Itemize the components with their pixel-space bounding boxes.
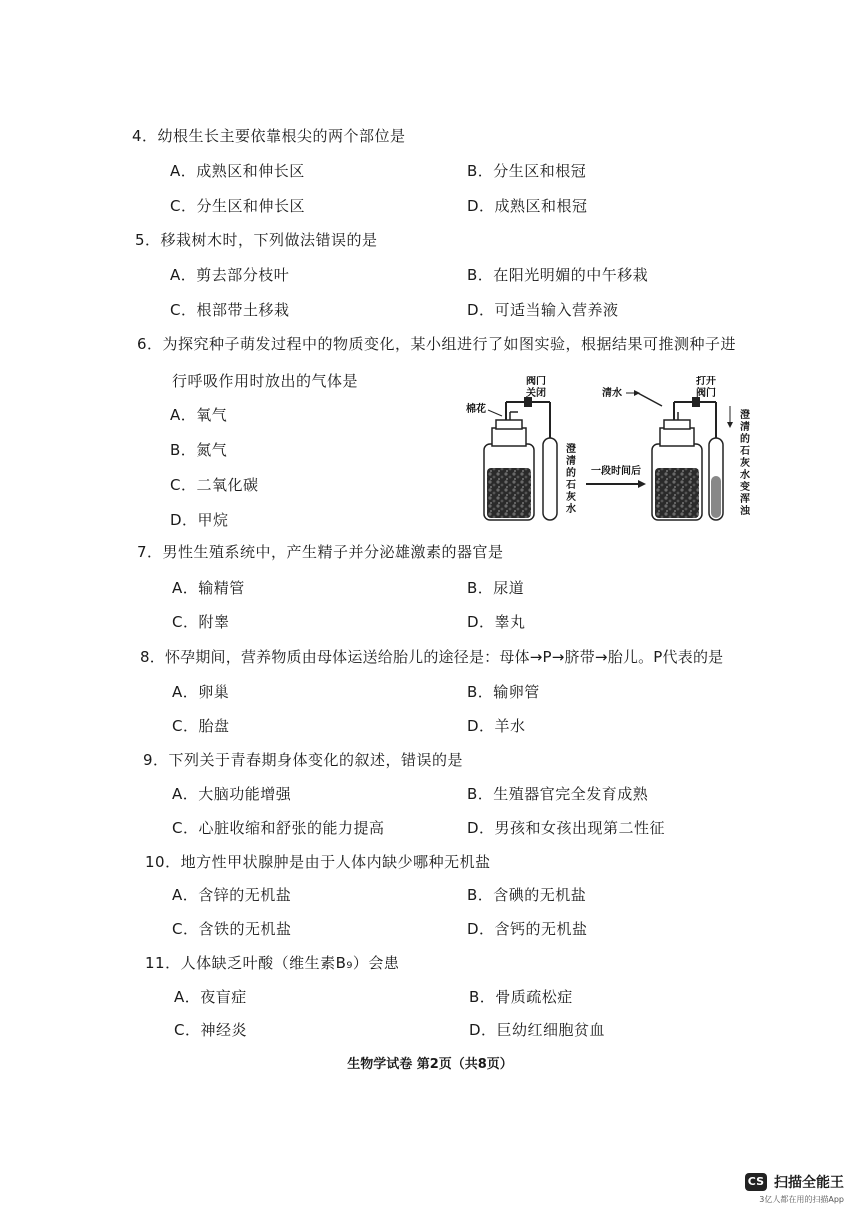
label-valve-open-1: 打开 bbox=[696, 376, 716, 387]
question-7-option-c: C．附睾 bbox=[172, 613, 230, 631]
svg-text:澄: 澄 bbox=[566, 444, 576, 455]
question-9-option-c: C．心脏收缩和舒张的能力提高 bbox=[172, 819, 385, 837]
left-setup bbox=[466, 376, 576, 520]
question-10-option-b: B．含碘的无机盐 bbox=[467, 886, 587, 904]
question-5-option-a: A．剪去部分枝叶 bbox=[170, 266, 290, 284]
question-6-option-d: D．甲烷 bbox=[170, 511, 229, 529]
watermark-tagline: 3亿人都在用的扫描App bbox=[759, 1195, 844, 1204]
question-5-option-c: C．根部带土移栽 bbox=[170, 301, 290, 319]
question-7-stem: 7．男性生殖系统中，产生精子并分泌雄激素的器官是 bbox=[137, 543, 504, 561]
question-5-option-b: B．在阳光明媚的中午移栽 bbox=[467, 266, 649, 284]
right-seeds bbox=[655, 468, 699, 518]
question-8-stem: 8．怀孕期间，营养物质由母体运送给胎儿的途径是：母体→P→脐带→胎儿。P代表的是 bbox=[140, 648, 724, 666]
svg-text:石: 石 bbox=[566, 480, 576, 491]
left-stopper bbox=[492, 428, 526, 446]
svg-text:一段时间后: 一段时间后 bbox=[591, 466, 641, 477]
label-valve-closed-2: 关闭 bbox=[526, 388, 546, 399]
question-5-stem: 5．移栽树木时，下列做法错误的是 bbox=[135, 231, 378, 249]
question-4-option-a: A．成熟区和伸长区 bbox=[170, 162, 305, 180]
question-10-stem: 10．地方性甲状腺肿是由于人体内缺少哪种无机盐 bbox=[145, 853, 491, 871]
question-4-stem: 4．幼根生长主要依靠根尖的两个部位是 bbox=[132, 127, 406, 145]
question-5-option-d: D．可适当输入营养液 bbox=[467, 301, 619, 319]
question-7-option-a: A．输精管 bbox=[172, 579, 245, 597]
svg-text:的: 的 bbox=[566, 468, 576, 479]
question-9-stem: 9．下列关于青春期身体变化的叙述，错误的是 bbox=[143, 751, 464, 769]
left-seeds bbox=[487, 468, 531, 518]
question-8-option-d: D．羊水 bbox=[467, 717, 526, 735]
label-valve-closed-1: 阀门 bbox=[526, 376, 546, 387]
svg-text:的: 的 bbox=[740, 434, 750, 445]
question-4-option-b: B．分生区和根冠 bbox=[467, 162, 587, 180]
label-limewater bbox=[566, 442, 576, 515]
svg-text:澄: 澄 bbox=[740, 410, 750, 421]
question-8-option-a: A．卵巢 bbox=[172, 683, 230, 701]
svg-text:清: 清 bbox=[566, 456, 576, 467]
question-6-option-c: C．二氧化碳 bbox=[170, 476, 259, 494]
question-6-stem-line2: 行呼吸作用时放出的气体是 bbox=[172, 372, 359, 390]
question-11-option-a: A．夜盲症 bbox=[174, 988, 247, 1006]
question-9-option-d: D．男孩和女孩出现第二性征 bbox=[467, 819, 666, 837]
svg-text:水: 水 bbox=[740, 470, 750, 481]
page-footer: 生物学试卷 第2页（共8页） bbox=[347, 1057, 513, 1072]
question-8-option-c: C．胎盘 bbox=[172, 717, 230, 735]
svg-text:灰: 灰 bbox=[740, 458, 750, 469]
question-9-option-b: B．生殖器官完全发育成熟 bbox=[467, 785, 649, 803]
left-test-tube bbox=[543, 438, 557, 520]
question-8-option-b: B．输卵管 bbox=[467, 683, 540, 701]
right-stopper bbox=[660, 428, 694, 446]
question-6-option-b: B．氮气 bbox=[170, 441, 228, 459]
turbid-limewater bbox=[711, 476, 721, 518]
question-7-option-b: B．尿道 bbox=[467, 579, 525, 597]
svg-text:浊: 浊 bbox=[740, 506, 750, 517]
question-4-option-c: C．分生区和伸长区 bbox=[170, 197, 305, 215]
question-11-option-b: B．骨质疏松症 bbox=[469, 988, 573, 1006]
svg-text:清: 清 bbox=[740, 422, 750, 433]
svg-text:浑: 浑 bbox=[740, 494, 750, 505]
question-11-option-d: D．巨幼红细胞贫血 bbox=[469, 1021, 606, 1039]
question-10-option-c: C．含铁的无机盐 bbox=[172, 920, 292, 938]
question-4-option-d: D．成熟区和根冠 bbox=[467, 197, 588, 215]
question-6-option-a: A．氧气 bbox=[170, 406, 228, 424]
label-cotton: 棉花 bbox=[466, 404, 486, 415]
question-11-option-c: C．神经炎 bbox=[174, 1021, 247, 1039]
time-arrow bbox=[586, 464, 646, 488]
question-7-option-d: D．睾丸 bbox=[467, 613, 526, 631]
svg-text:石: 石 bbox=[740, 446, 750, 457]
question-10-option-a: A．含锌的无机盐 bbox=[172, 886, 292, 904]
svg-text:灰: 灰 bbox=[566, 492, 576, 503]
question-11-stem: 11．人体缺乏叶酸（维生素B₉）会患 bbox=[145, 954, 400, 972]
question-9-option-a: A．大脑功能增强 bbox=[172, 785, 292, 803]
watermark-app-name: 扫描全能王 bbox=[774, 1175, 844, 1191]
seed-respiration-experiment-diagram bbox=[440, 376, 760, 526]
water-funnel-line bbox=[636, 392, 662, 406]
camscanner-logo-icon: CS bbox=[745, 1173, 767, 1191]
label-clear-water: 清水 bbox=[602, 388, 622, 399]
scanner-watermark bbox=[745, 1172, 844, 1206]
svg-text:变: 变 bbox=[740, 482, 750, 493]
right-setup bbox=[602, 376, 751, 520]
question-6-stem-line1: 6．为探究种子萌发过程中的物质变化，某小组进行了如图实验，根据结果可推测种子进 bbox=[137, 335, 737, 353]
svg-text:水: 水 bbox=[566, 504, 576, 515]
label-limewater-turbid bbox=[740, 408, 751, 517]
question-10-option-d: D．含钙的无机盐 bbox=[467, 920, 588, 938]
label-valve-open-2: 阀门 bbox=[696, 388, 716, 399]
